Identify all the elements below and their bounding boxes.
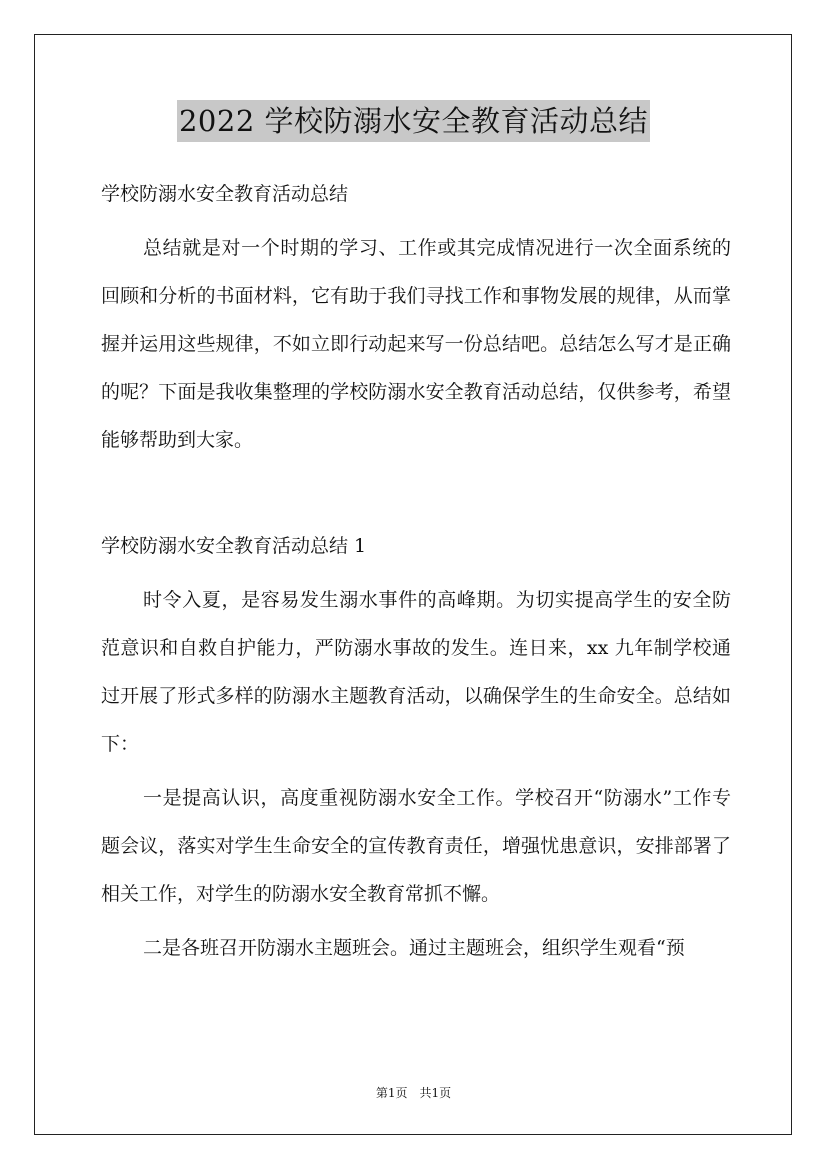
intro-heading: 学校防溺水安全教育活动总结: [101, 183, 349, 205]
section-1-paragraph-1: 时令入夏，是容易发生溺水事件的高峰期。为切实提高学生的安全防范意识和自救自护能力，严防溺水事故的发生。连日来，xx 九年制学校通过开展了形式多样的防溺水主题教育活动，以确保学生的生命安全。总结如下：: [101, 589, 731, 755]
section-1-paragraph-2: 一是提高认识，高度重视防溺水安全工作。学校召开“防溺水”工作专题会议，落实对学生生命安全的宣传教育责任，增强忧患意识，安排部署了相关工作，对学生的防溺水安全教育常抓不懈。: [101, 787, 731, 905]
section-1-paragraph-3: 二是各班召开防溺水主题班会。通过主题班会，组织学生观看“预: [143, 937, 685, 959]
spacer: [101, 464, 731, 522]
section-1-heading: 学校防溺水安全教育活动总结 1: [101, 535, 367, 557]
page-number-label: 第1页 共1页: [375, 1086, 452, 1100]
document-title: 2022 学校防溺水安全教育活动总结: [177, 100, 650, 142]
title-wrap: [0, 100, 827, 142]
intro-paragraph: 总结就是对一个时期的学习、工作或其完成情况进行一次全面系统的回顾和分析的书面材料，它有助于我们寻找工作和事物发展的规律，从而掌握并运用这些规律，不如立即行动起来写一份总结吧。总结怎么写才是正确的呢？下面是我收集整理的学校防溺水安全教育活动总结，仅供参考，希望能够帮助到大家。: [101, 237, 731, 451]
page-footer: [0, 1084, 827, 1101]
document-body: [101, 170, 731, 972]
